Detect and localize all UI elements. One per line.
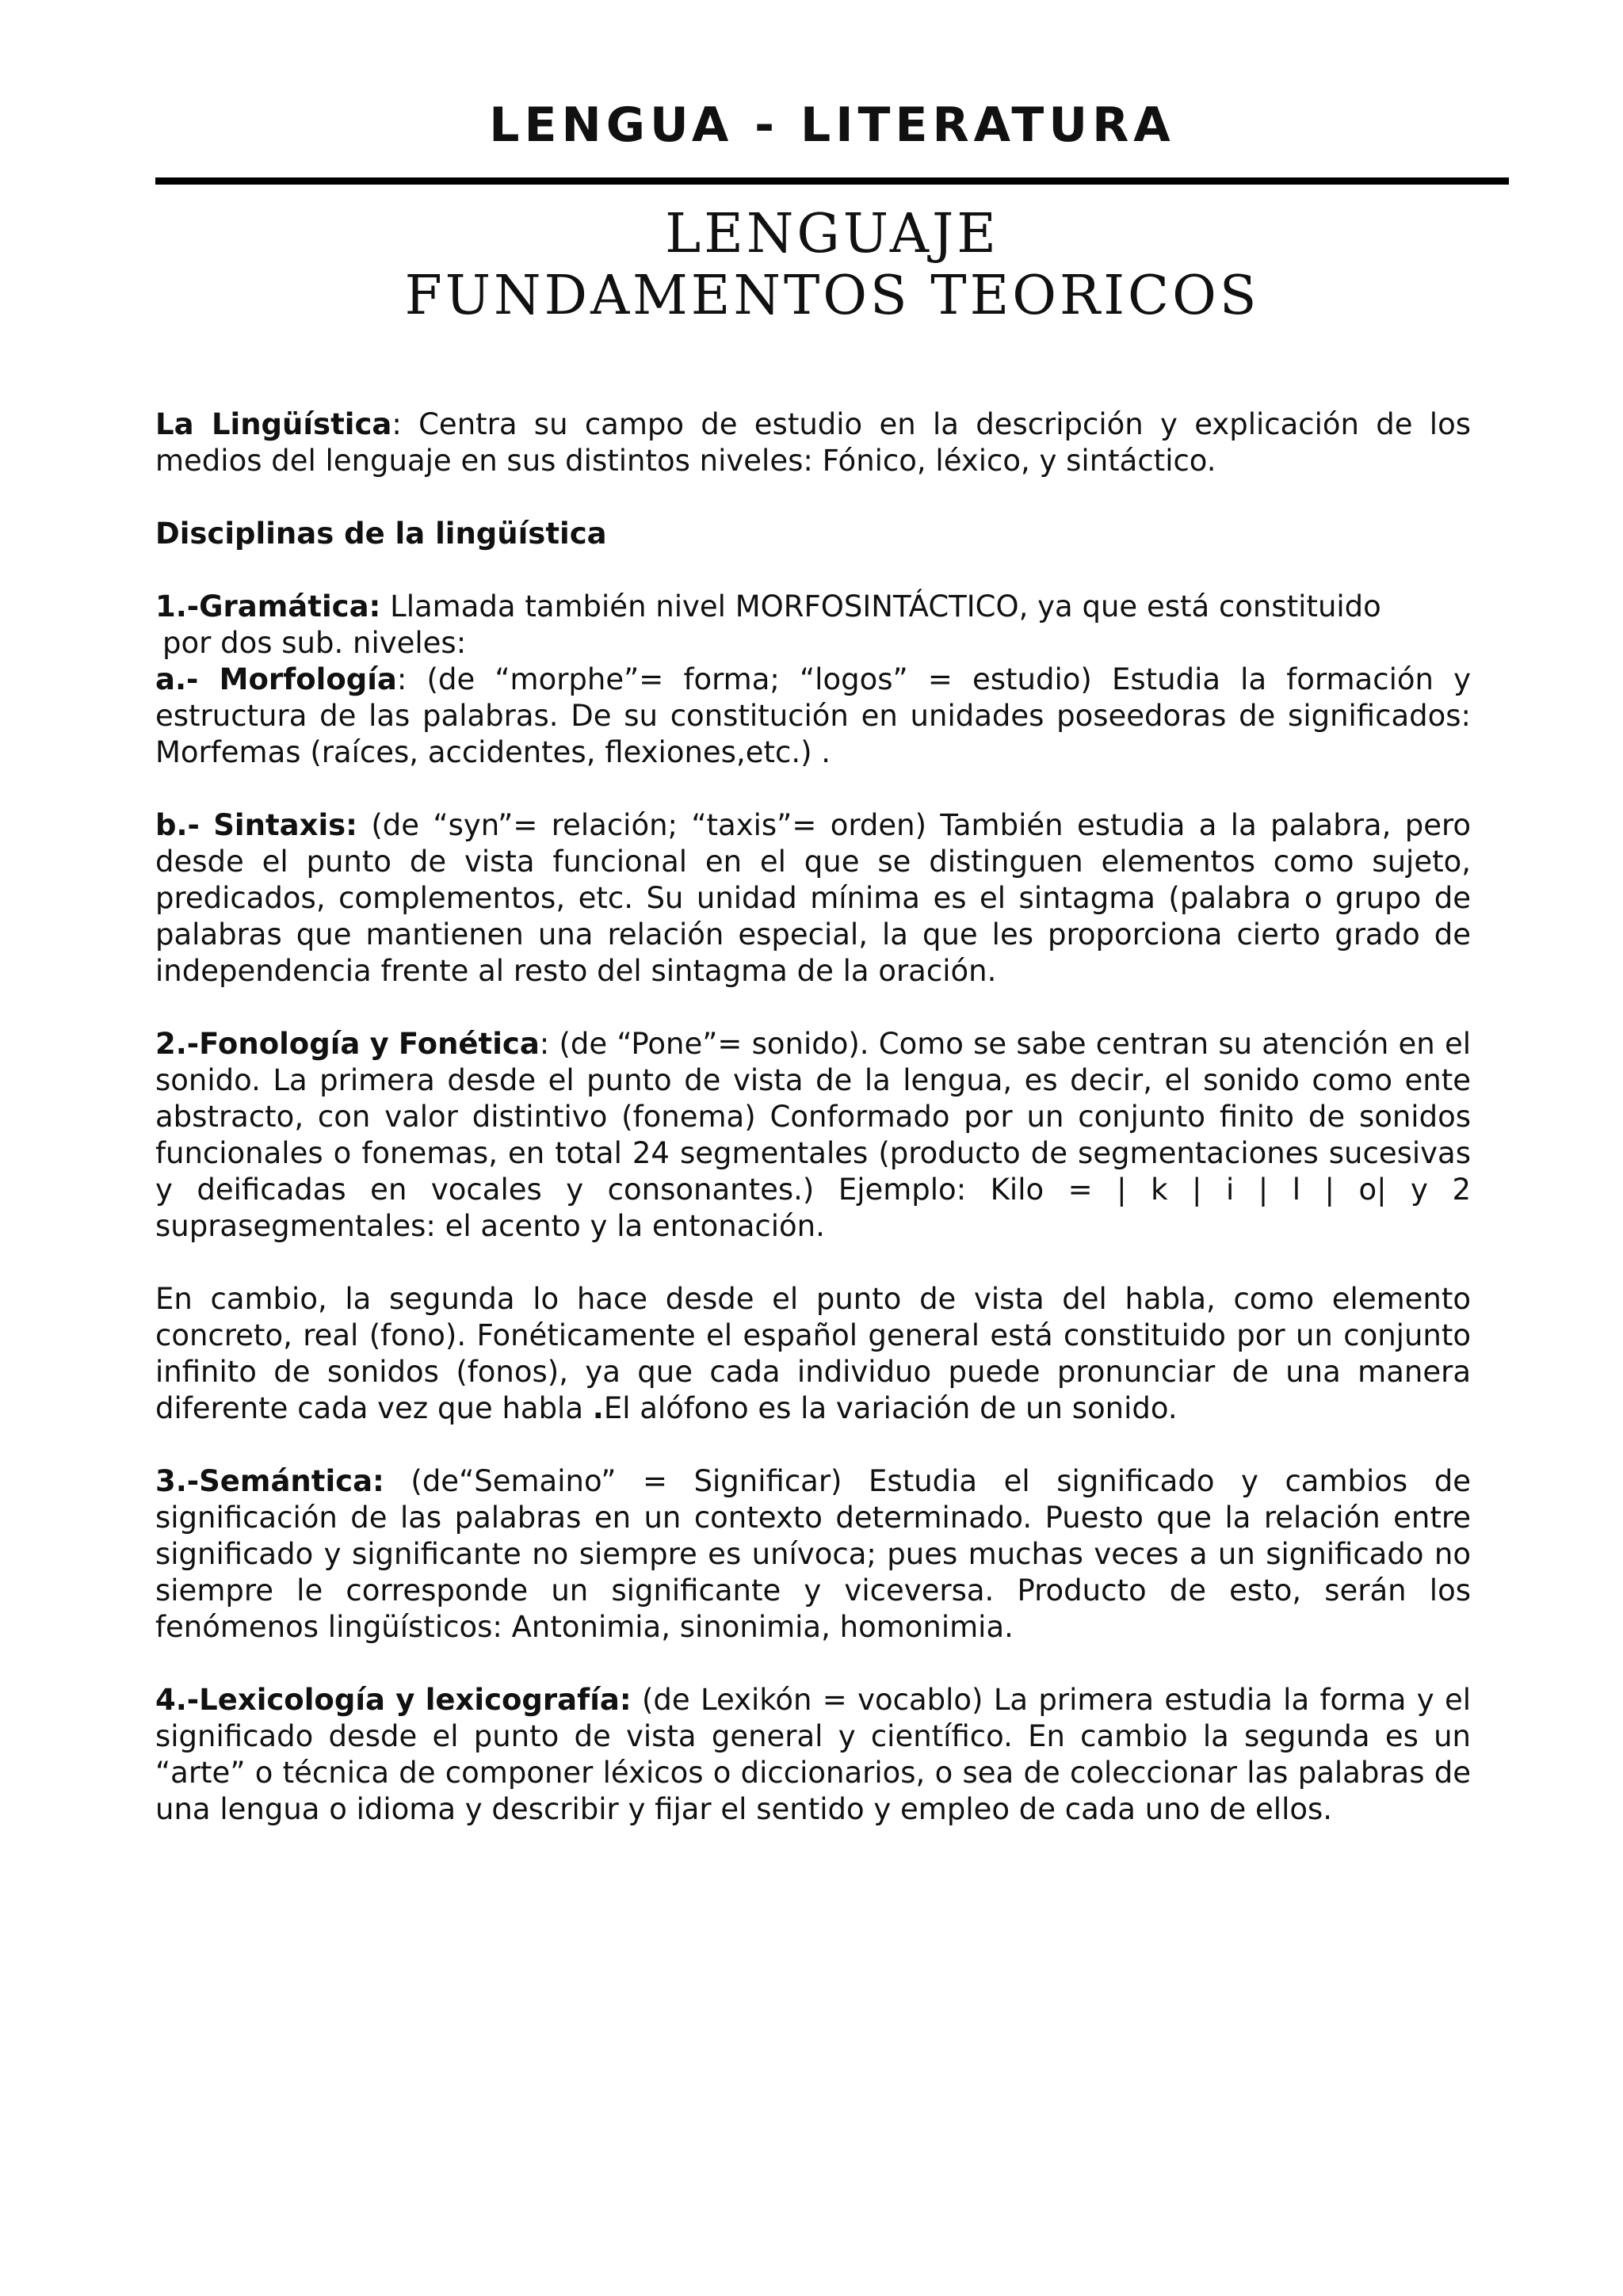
fonetica-text: En cambio, la segunda lo hace desde el punto de vista del habla, como elemento concreto, real (fono). Fonéticamente el español general está constituido por un conjunto infinito de sonidos (fonos), ya que cada individuo puede pronunciar de una manera diferente cada vez que habla bbox=[155, 1282, 1471, 1425]
document-title-line1: LENGUAJE bbox=[665, 203, 999, 265]
paragraph-semantica bbox=[155, 1463, 1471, 1646]
linguistica-text-rest: de los medios del lenguaje en sus distintos niveles: Fónico, léxico, y sintáctico. bbox=[155, 407, 1471, 478]
lexicologia-text: (de Lexikón = vocablo) La primera estudia la forma y el significado desde el punto de vista general y científico. En cambio la segunda es un “arte” o técnica de componer léxicos o diccionarios, o sea de coleccionar las palabras de una lengua o idioma y describir y fijar el sentido y empleo de cada uno de ellos. bbox=[155, 1683, 1471, 1826]
sintaxis-text: (de “syn”= relación; “taxis”= orden) También estudia a la palabra, pero desde el punto de vista funcional en el que se distinguen elementos como sujeto, predicados, complementos, etc. Su unidad mínima es el sintagma (palabra o grupo de palabras que mantienen una relación especial, la que les proporciona cierto grado de independencia frente al resto del sintagma de la oración. bbox=[155, 808, 1472, 988]
term-sintaxis: Sintaxis: bbox=[213, 808, 357, 842]
term-morfologia: a.- Morfología bbox=[155, 662, 397, 696]
gramatica-text-line1: Llamada también nivel MORFOSINTÁCTICO, ya que está constituido bbox=[390, 589, 1381, 624]
term-lexicologia: 4.-Lexicología bbox=[155, 1683, 385, 1717]
disciplinas-heading-text: Disciplinas de la lingüística bbox=[155, 517, 607, 551]
term-linguistica: La Lingüística bbox=[155, 407, 392, 441]
paragraph-fonologia bbox=[155, 1026, 1471, 1245]
term-fonologia-y: y bbox=[369, 1027, 389, 1061]
term-fonetica: Fonética bbox=[398, 1027, 540, 1061]
fonologia-text: : (de “Pone”= sonido). Como se sabe centran su atención en el sonido. La primera desde el punto de vista de la lengua, es decir, el sonido como ente abstracto, con valor distintivo (fonema) Conformado por un conjunto finito de sonidos funcionales o fonemas, en total 24 segmentales (producto de segmentaciones sucesivas y deificadas en vocales y consonantes.) Ejemplo: Kilo = | k | i | l | o| y 2 suprasegmentales: el acento y la entonación. bbox=[155, 1027, 1471, 1243]
document-title-line2: FUNDAMENTOS TEORICOS bbox=[404, 265, 1260, 327]
paragraph-fonetica bbox=[155, 1281, 1471, 1427]
fonetica-bold-dot: . bbox=[592, 1391, 604, 1425]
fonetica-text-end: El alófono es la variación de un sonido. bbox=[603, 1391, 1178, 1425]
header-divider bbox=[155, 177, 1509, 185]
paragraph-gramatica bbox=[155, 589, 1471, 662]
term-sintaxis-letter: b.- bbox=[155, 808, 200, 842]
paragraph-morfologia bbox=[155, 662, 1471, 771]
paragraph-lexicologia bbox=[155, 1682, 1471, 1828]
paragraph-linguistica bbox=[155, 406, 1471, 479]
page-header-title: LENGUA - LITERATURA bbox=[489, 97, 1175, 153]
term-gramatica: 1.-Gramática: bbox=[155, 589, 381, 624]
term-colon: : bbox=[391, 407, 402, 441]
heading-disciplinas bbox=[155, 516, 1471, 552]
document-body bbox=[155, 406, 1471, 1864]
term-lexicografia: lexicografía: bbox=[425, 1683, 632, 1717]
gramatica-text-line2: por dos sub. niveles: bbox=[162, 626, 467, 660]
term-fonologia: 2.-Fonología bbox=[155, 1027, 361, 1061]
term-semantica: 3.-Semántica: bbox=[155, 1464, 384, 1498]
linguistica-text-line1: Centra su campo de estudio en la descripción y explicación bbox=[418, 407, 1359, 441]
semantica-text: (de“Semaino” = Significar) Estudia el significado y cambios de significación de las palabras en un contexto determinado. Puesto que la relación entre significado y significante no siempre es unívoca; pues muchas veces a un significado no siempre le corresponde un significante y viceversa. Producto de esto, serán los fenómenos lingüísticos: Antonimia, sinonimia, homonimia. bbox=[155, 1464, 1472, 1644]
paragraph-sintaxis bbox=[155, 807, 1471, 990]
term-lexicologia-y: y bbox=[395, 1683, 415, 1717]
morfologia-text: : (de “morphe”= forma; “logos” = estudio) Estudia la formación y estructura de las palabras. De su constitución en unidades poseedoras de significados: Morfemas (raíces, accidentes, flexiones,etc.) . bbox=[155, 662, 1471, 769]
